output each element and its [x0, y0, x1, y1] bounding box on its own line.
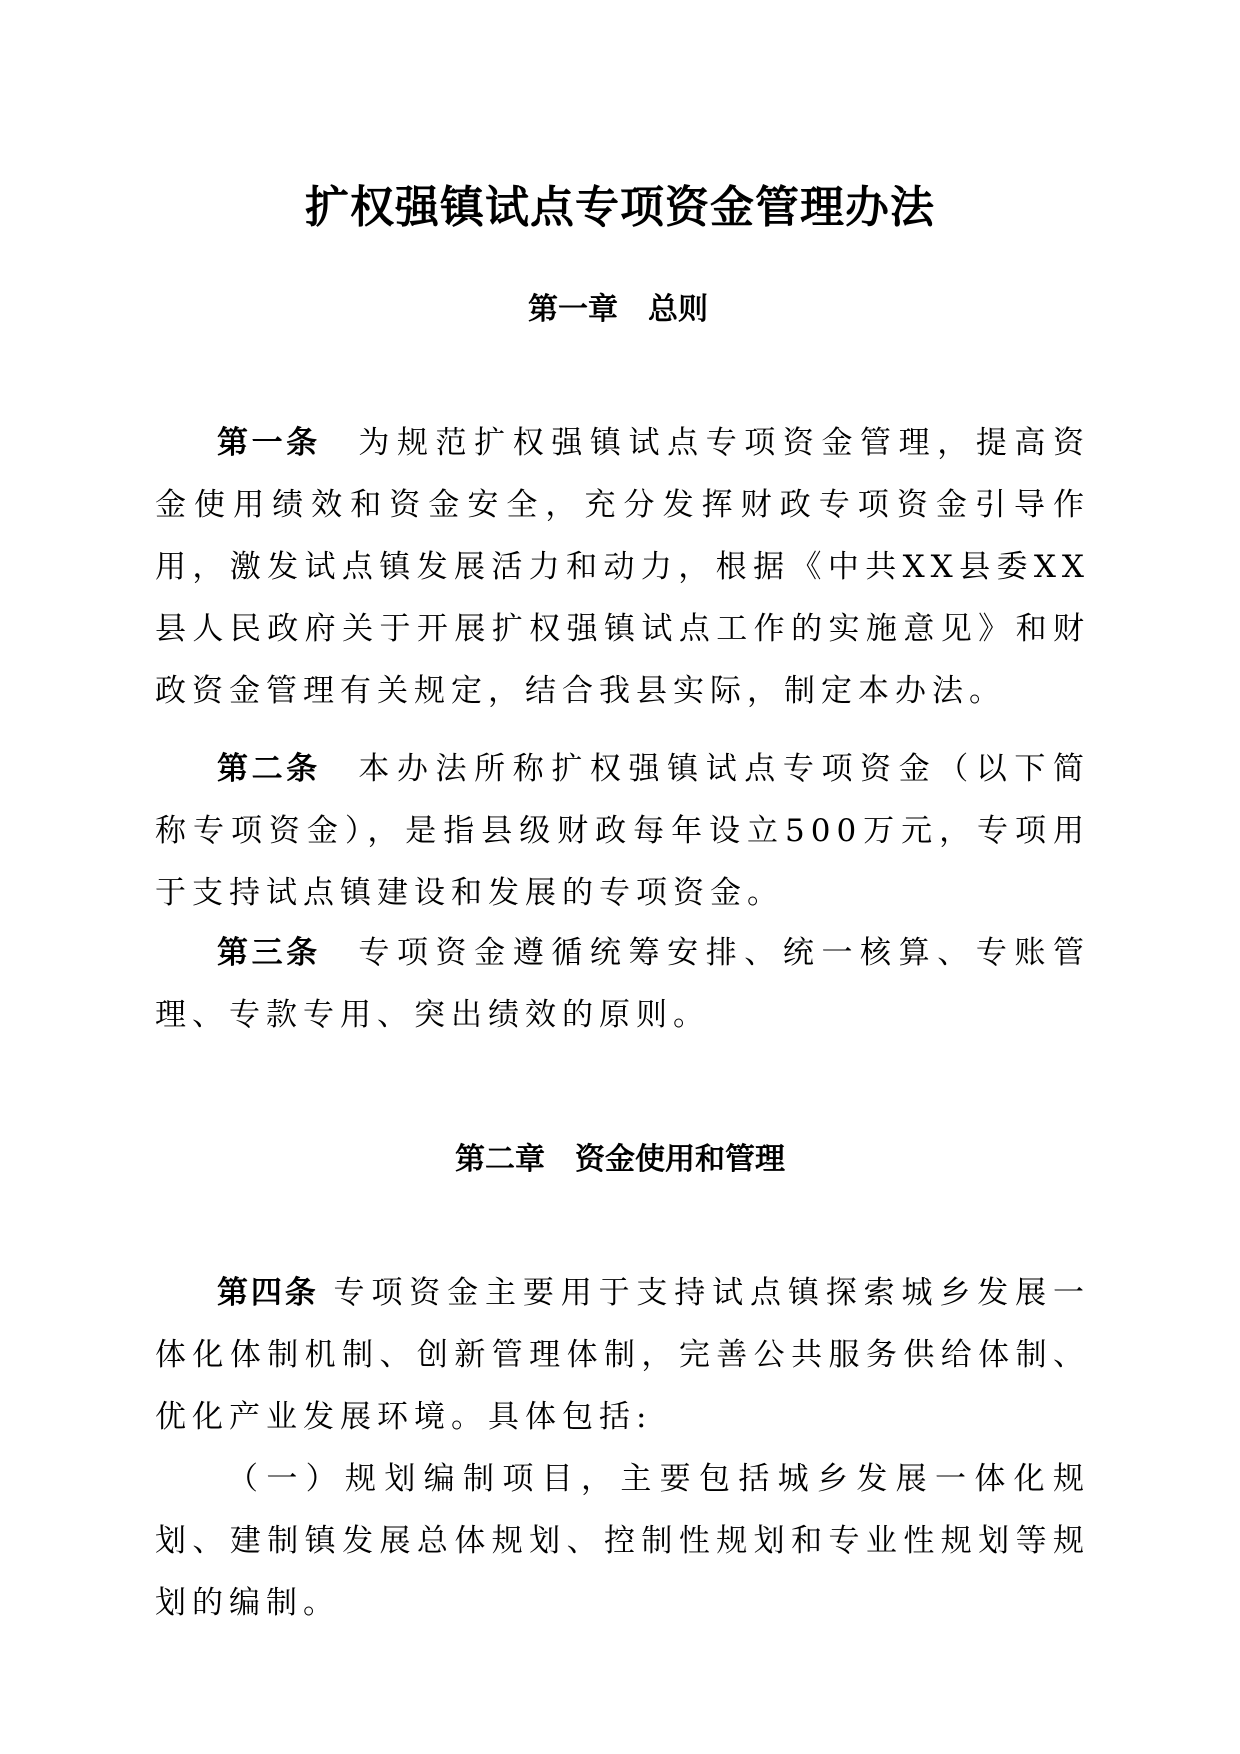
article-4-item-1: （一）规划编制项目，主要包括城乡发展一体化规划、建制镇发展总体规划、控制性规划和专业性规划等规划的编制。 [155, 1461, 1090, 1621]
chapter-1-heading: 第一章 总则 [528, 292, 708, 327]
article-4-label: 第四条 [217, 1275, 319, 1311]
article-4 [155, 1262, 1090, 1448]
article-3-label: 第三条 [217, 935, 321, 971]
document-title: 扩权强镇试点专项资金管理办法 [305, 182, 935, 233]
article-1-label: 第一条 [217, 425, 321, 461]
article-3-text: 专项资金遵循统筹安排、统一核算、专账管理、专款专用、突出绩效的原则。 [155, 935, 1091, 1033]
article-2-label: 第二条 [217, 751, 321, 787]
article-3 [155, 922, 1090, 1046]
chapter-2-heading: 第二章 资金使用和管理 [455, 1142, 785, 1177]
article-2-text: 本办法所称扩权强镇试点专项资金（以下简称专项资金），是指县级财政每年设立500万元，专项用于支持试点镇建设和发展的专项资金。 [155, 751, 1091, 911]
article-2 [155, 738, 1090, 924]
article-4-text: 专项资金主要用于支持试点镇探索城乡发展一体化体制机制、创新管理体制，完善公共服务供给体制、优化产业发展环境。具体包括: [155, 1275, 1090, 1435]
article-1 [155, 412, 1090, 722]
article-1-text: 为规范扩权强镇试点专项资金管理，提高资金使用绩效和资金安全，充分发挥财政专项资金引导作用，激发试点镇发展活力和动力，根据《中共XX县委XX县人民政府关于开展扩权强镇试点工作的实施意见》和财政资金管理有关规定，结合我县实际，制定本办法。 [155, 425, 1091, 709]
